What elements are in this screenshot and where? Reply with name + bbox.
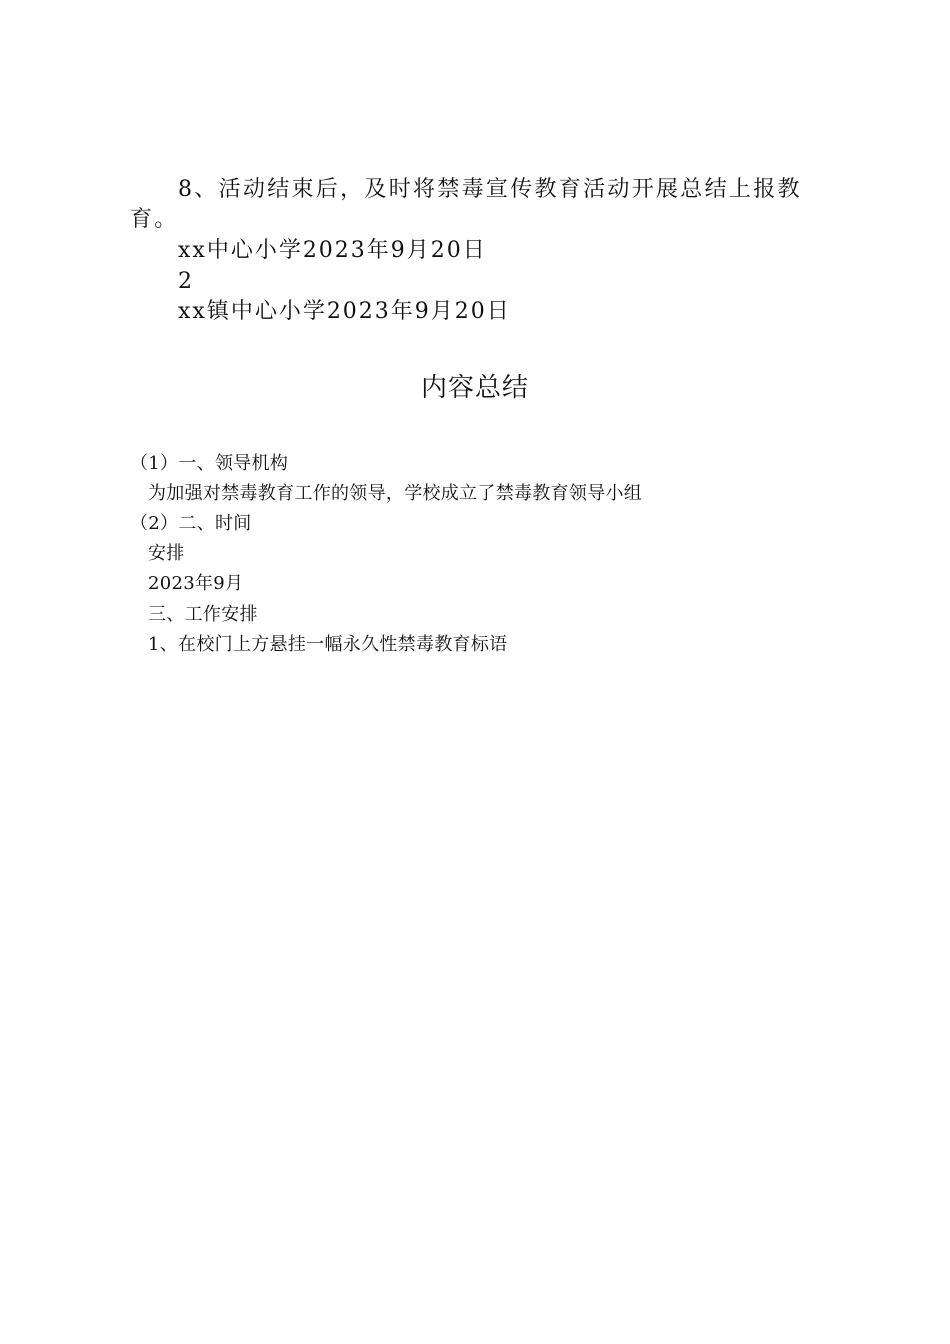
summary-line: 2023年9月 bbox=[148, 573, 244, 594]
summary-title: 内容总结 bbox=[420, 373, 529, 403]
summary-line: 1、在校门上方悬挂一幅永久性禁毒教育标语 bbox=[148, 634, 508, 655]
signature-line-1: xx中心小学2023年9月20日 bbox=[178, 238, 487, 263]
summary-line: 三、工作安排 bbox=[148, 604, 258, 625]
paragraph-8: 8、活动结束后，及时将禁毒宣传教育活动开展总结上报教育。 bbox=[130, 177, 802, 232]
summary-line: 为加强对禁毒教育工作的领导，学校成立了禁毒教育领导小组 bbox=[148, 483, 643, 504]
summary-line: （1）一、领导机构 bbox=[130, 453, 289, 474]
page-number: 2 bbox=[178, 269, 194, 294]
summary-line: （2）二、时间 bbox=[130, 513, 252, 534]
signature-line-2: xx镇中心小学2023年9月20日 bbox=[178, 299, 511, 324]
summary-line: 安排 bbox=[148, 543, 185, 564]
